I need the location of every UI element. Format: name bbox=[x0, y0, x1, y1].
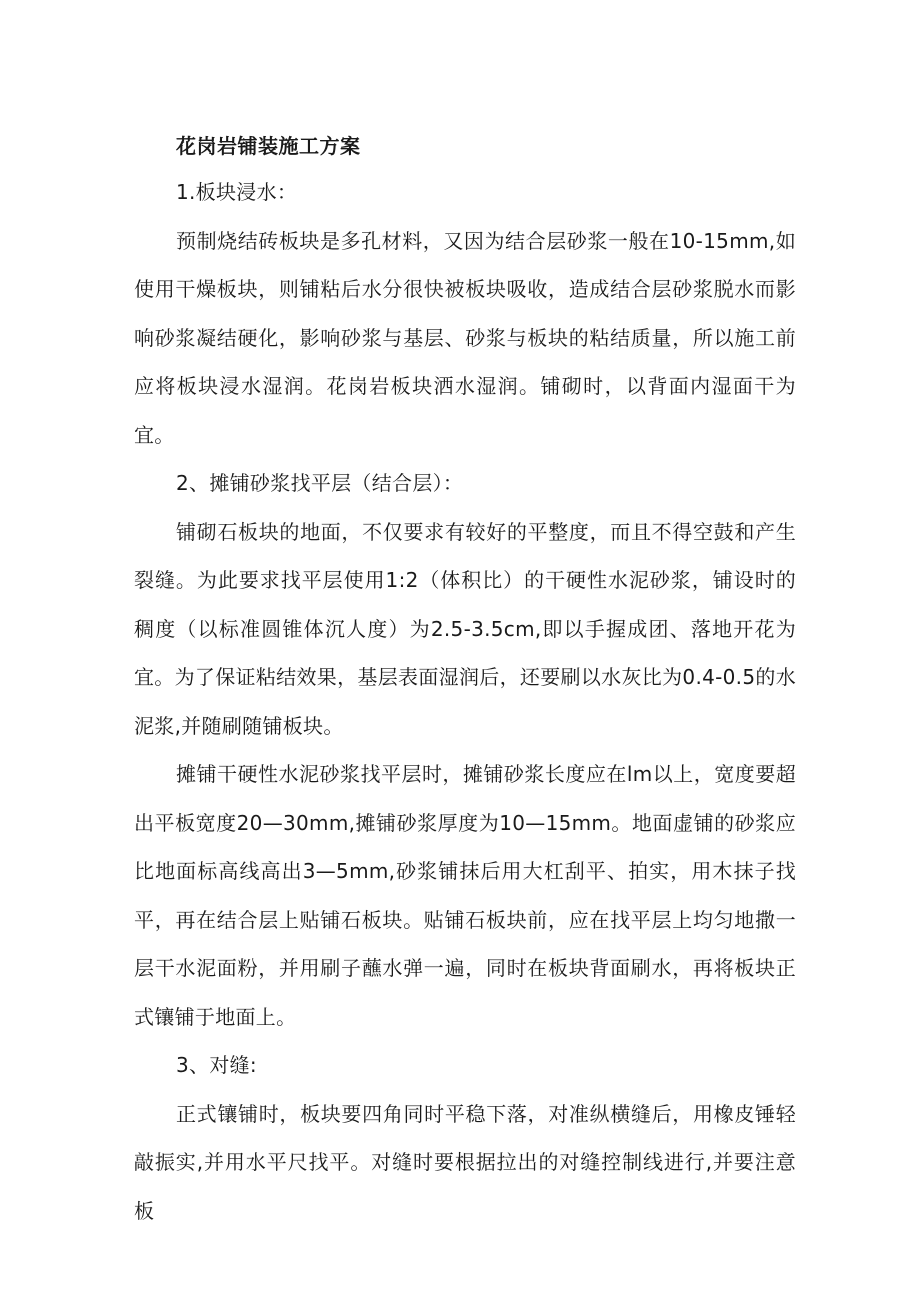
section-2-paragraph-2: 摊铺干硬性水泥砂浆找平层时，摊铺砂浆长度应在lm以上，宽度要超出平板宽度20—30mm,摊铺砂浆厚度为10—15mm。地面虚铺的砂浆应比地面标高线高出3—5mm,砂浆铺抹后用大杠刮平、拍实，用木抹子找平，再在结合层上贴铺石板块。贴铺石板块前，应在找平层上均匀地撒一层干水泥面粉，并用刷子蘸水弹一遍，同时在板块背面刷水，再将板块正式镶铺于地面上。 bbox=[134, 762, 796, 1029]
section-2-paragraph-1: 铺砌石板块的地面，不仅要求有较好的平整度，而且不得空鼓和产生裂缝。为此要求找平层使用1:2（体积比）的干硬性水泥砂浆，铺设时的稠度（以标准圆锥体沉人度）为2.5-3.5cm,即以手握成团、落地开花为宜。为了保证粘结效果，基层表面湿润后，还要刷以水灰比为0.4-0.5的水泥浆,并随刷随铺板块。 bbox=[134, 519, 796, 738]
section-1-heading: 1.板块浸水： bbox=[176, 180, 298, 204]
document-body bbox=[134, 124, 796, 1235]
section-3-heading: 3、对缝: bbox=[176, 1053, 257, 1077]
document-title: 花岗岩铺装施工方案 bbox=[176, 134, 361, 158]
section-1-paragraph-1: 预制烧结砖板块是多孔材料，又因为结合层砂浆一般在10-15mm,如使用干燥板块，则铺粘后水分很快被板块吸收，造成结合层砂浆脱水而影响砂浆凝结硬化，影响砂浆与基层、砂浆与板块的粘结质量，所以施工前应将板块浸水湿润。花岗岩板块洒水湿润。铺砌时，以背面内湿面干为宜。 bbox=[134, 228, 796, 447]
section-2-heading: 2、摊铺砂浆找平层（结合层）： bbox=[176, 471, 464, 495]
section-3-paragraph-1: 正式镶铺时，板块要四角同时平稳下落，对准纵横缝后，用橡皮锤轻敲振实,并用水平尺找平。对缝时要根据拉出的对缝控制线进行,并要注意板 bbox=[134, 1101, 796, 1223]
